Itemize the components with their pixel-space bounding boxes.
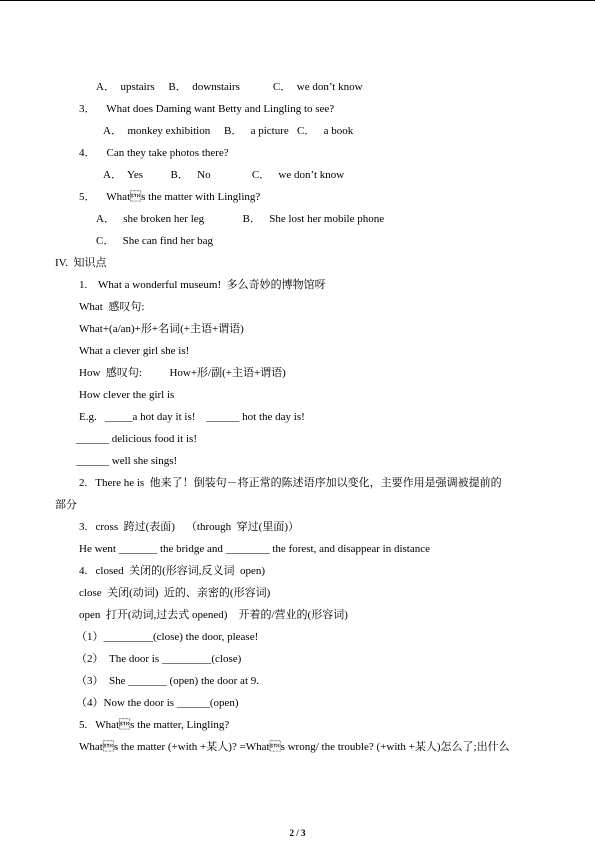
text-line: ______ delicious food it is! [76,433,197,445]
header-rule [0,0,595,1]
q3-options: A． monkey exhibition B． a picture C． a book [103,125,354,137]
page-number: 2 / 3 [289,828,306,838]
q4-options: A． Yes B． No C． we don’t know [103,169,345,181]
section-heading: IV. 知识点 [55,257,107,269]
question-5: 5． Whats the matter with Lingling? [79,191,261,203]
text-line: What+(a/an)+形+名词(+主语+谓语) [79,323,244,335]
text-line: 部分 [55,499,77,511]
exercise-2: （2） The door is _________(close) [76,653,242,665]
text-line: What a clever girl she is! [79,345,190,357]
text-line: ______ well she sings! [76,455,178,467]
point-4: 4. closed 关闭的(形容词,反义词 open) [79,565,266,577]
text-line: How 感叹句: How+形/副(+主语+谓语) [79,367,286,379]
point-1: 1. What a wonderful museum! 多么奇妙的博物馆呀 [79,279,326,291]
point-2: 2. There he is 他来了！倒装句－将正常的陈述语序加以变化，主要作用是强调被提前的 [79,477,502,489]
q5-options-ab: A． she broken her leg B． She lost her mobile phone [96,213,385,225]
text-line: How clever the girl is [79,389,175,401]
text-line: Whats the matter (+with +某人)? =Whats wrong/ the trouble? (+with +某人)怎么了;出什么 [79,741,510,753]
question-4: 4． Can they take photos there? [79,147,229,159]
question-3: 3． What does Daming want Betty and Lingling to see? [79,103,335,115]
point-3: 3. cross 跨过(表面) （through 穿过(里面)） [79,521,299,533]
point-5: 5. Whats the matter, Lingling? [79,719,230,731]
text-line: open 打开(动词,过去式 opened) 开着的/营业的(形容词) [79,609,348,621]
text-line: E.g. _____a hot day it is! ______ hot the day is! [79,411,305,423]
exercise-4: （4）Now the door is ______(open) [76,697,239,709]
q5-option-c: C． She can find her bag [96,235,213,247]
exercise-3: （3） She _______ (open) the door at 9. [76,675,259,687]
exercise-1: （1）_________(close) the door, please! [76,631,259,643]
text-line: What 感叹句: [79,301,145,313]
text-line: close 关闭(动词) 近的、亲密的(形容词) [79,587,271,599]
q2-options: A． upstairs B． downstairs C． we don’t know [96,81,363,93]
text-line: He went _______ the bridge and ________ the forest, and disappear in distance [79,543,430,555]
